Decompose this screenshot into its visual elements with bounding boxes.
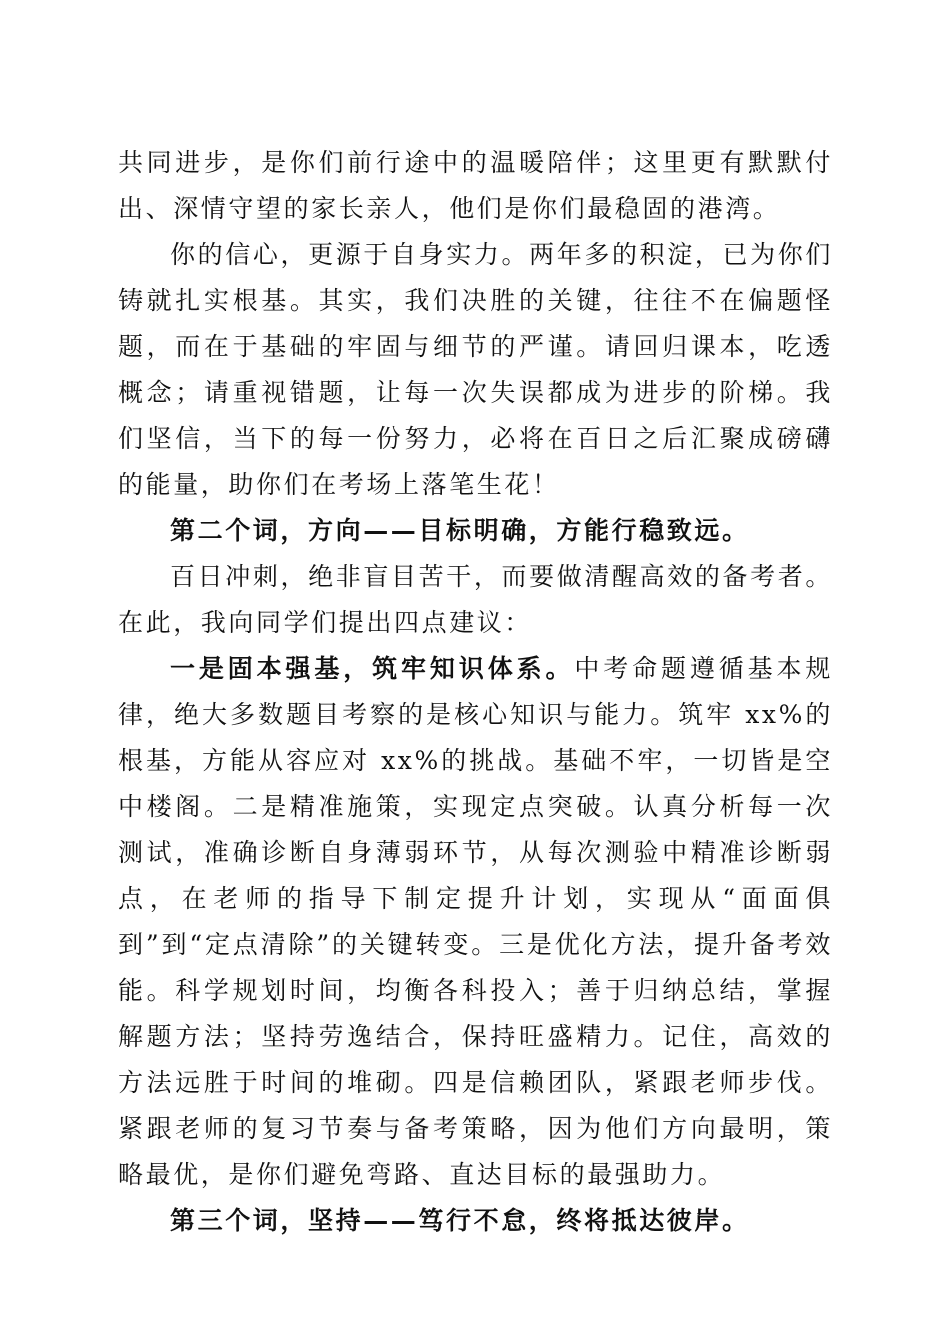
paragraph-four-suggestions bbox=[118, 646, 833, 1198]
paragraph-continuation: 共同进步，是你们前行途中的温暖陪伴；这里更有默默付出、深情守望的家长亲人，他们是你们最稳固的港湾。 bbox=[118, 148, 833, 223]
section-heading-direction: 第二个词，方向——目标明确，方能行稳致远。 bbox=[170, 516, 750, 545]
paragraph-confidence: 你的信心，更源于自身实力。两年多的积淀，已为你们铸就扎实根基。其实，我们决胜的关键，往往不在偏题怪题，而在于基础的牢固与细节的严谨。请回归课本，吃透概念；请重视错题，让每一次失误都成为进步的阶梯。我们坚信，当下的每一份努力，必将在百日之后汇聚成磅礴的能量，助你们在考场上落笔生花！ bbox=[118, 240, 833, 499]
suggestions-body: 中考命题遵循基本规律，绝大多数题目考察的是核心知识与能力。筑牢 xx%的根基，方能从容应对 xx%的挑战。基础不牢，一切皆是空中楼阁。二是精准施策，实现定点突破。认真分析每一次测试，准确诊断自身薄弱环节，从每次测验中精准诊断弱点，在老师的指导下制定提升计划，实现从“面面俱到”到“定点清除”的关键转变。三是优化方法，提升备考效能。科学规划时间，均衡各科投入；善于归纳总结，掌握解题方法；坚持劳逸结合，保持旺盛精力。记住，高效的方法远胜于时间的堆砌。四是信赖团队，紧跟老师步伐。紧跟老师的复习节奏与备考策略，因为他们方向最明，策略最优，是你们避免弯路、直达目标的最强助力。 bbox=[118, 654, 833, 1189]
section-heading-persistence: 第三个词，坚持——笃行不怠，终将抵达彼岸。 bbox=[170, 1206, 750, 1235]
paragraph-suggestions-intro: 百日冲刺，绝非盲目苦干，而要做清醒高效的备考者。在此，我向同学们提出四点建议： bbox=[118, 562, 833, 637]
suggestion-one-lead: 一是固本强基，筑牢知识体系。 bbox=[170, 654, 575, 683]
document-body bbox=[118, 140, 833, 1244]
